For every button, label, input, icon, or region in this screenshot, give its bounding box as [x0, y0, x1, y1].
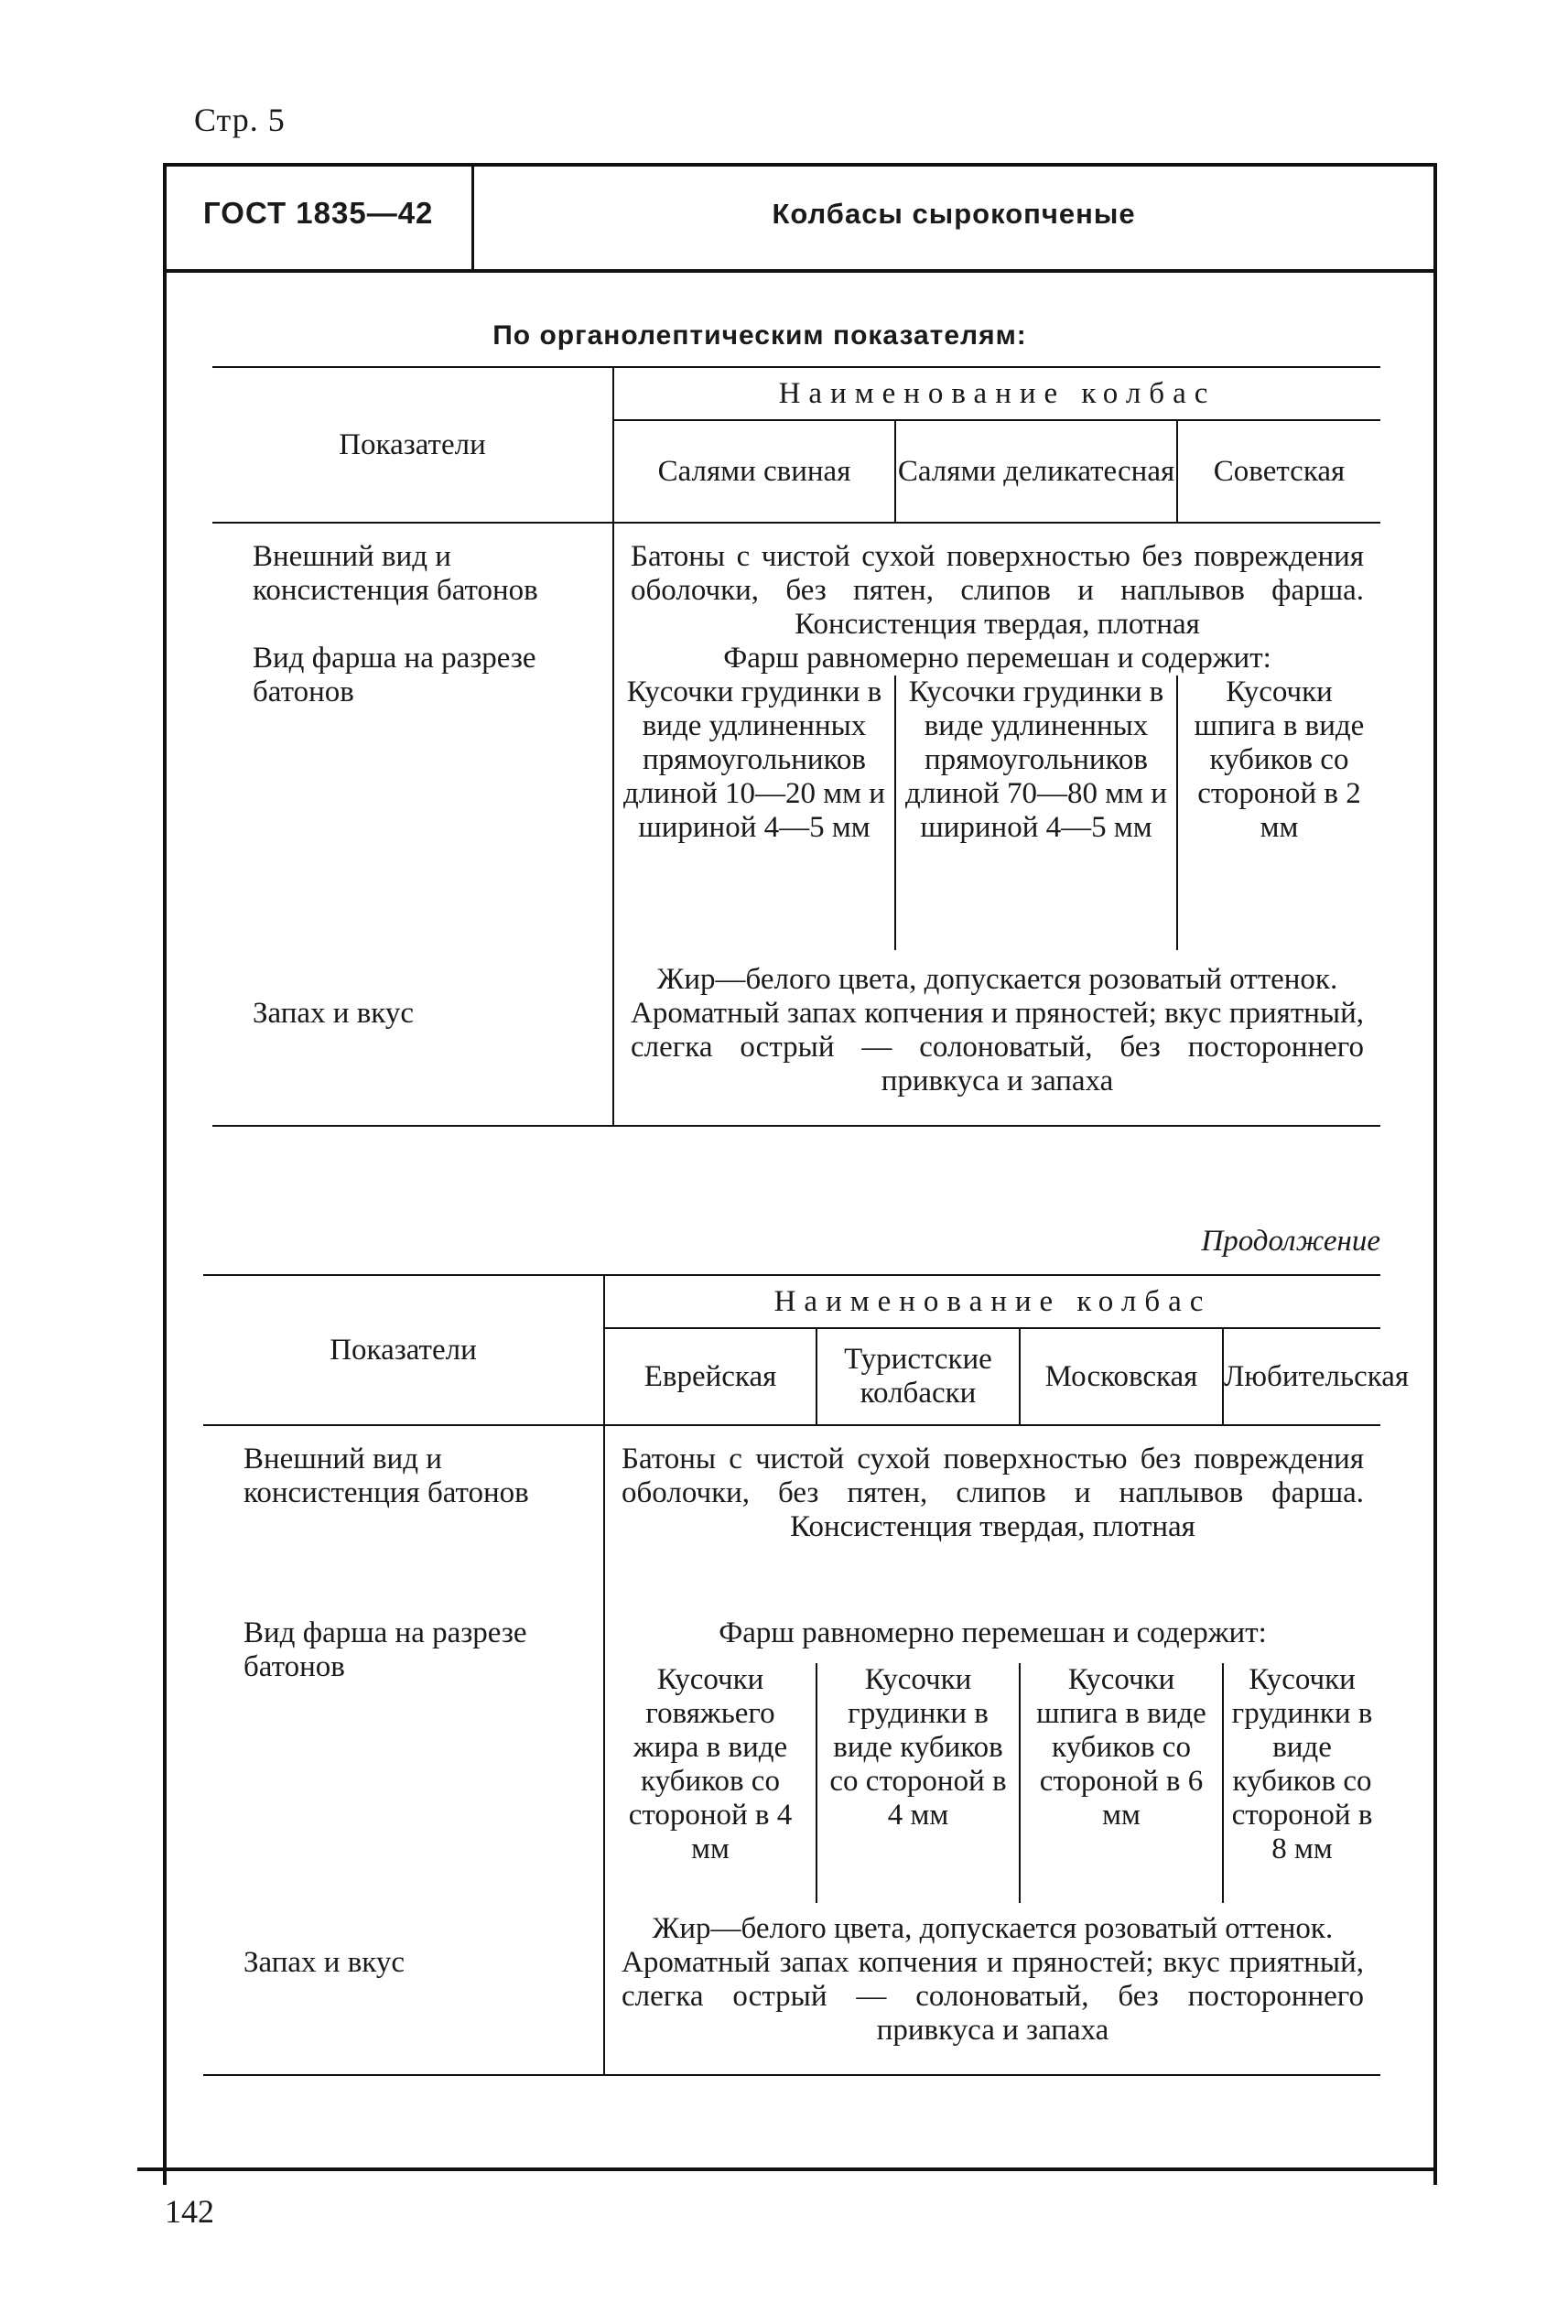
row-label-cut: Вид фарша на разрезе батонов	[212, 642, 613, 950]
column-header: Салями свиная	[613, 420, 895, 523]
column-header: Советская	[1177, 420, 1380, 523]
frame-right-rule	[1433, 167, 1437, 2185]
gost-number: ГОСТ 1835—42	[203, 196, 434, 230]
column-header-indicators: Показатели	[203, 1275, 604, 1425]
continued-label: Продолжение	[1201, 1225, 1380, 1258]
row-label-smell: Запах и вкус	[203, 1946, 604, 2075]
smell-text: Ароматный запах копчения и пряностей; вкус приятный, слегка острый — солоноватый, без постороннего привкуса и запаха	[613, 997, 1380, 1126]
cut-intro: Фарш равномерно перемешан и содержит:	[719, 1616, 1267, 1649]
frame-top-rule	[163, 163, 1437, 167]
column-header: Туристские колбаски	[816, 1328, 1020, 1425]
row-label-cut: Вид фарша на разрезе батонов	[203, 1616, 604, 1903]
row-label-appearance: Внешний вид и консистенция батонов	[203, 1443, 604, 1616]
column-header: Любительская	[1223, 1328, 1380, 1425]
page-label: Стр. 5	[194, 102, 286, 138]
header-bottom-rule	[163, 269, 1437, 273]
cut-cell: Кусочки шпига в виде кубиков со стороной в 6 мм	[1020, 1663, 1223, 1903]
column-header: Московская	[1020, 1328, 1223, 1425]
document-title: Колбасы сырокопченые	[772, 198, 1136, 230]
column-header: Салями деликатесная	[895, 420, 1177, 523]
cut-cell: Кусочки грудинки в виде удлиненных прямоугольников длиной 10—20 мм и шириной 4—5 мм	[613, 676, 895, 950]
fat-text: Жир—белого цвета, допускается розоватый оттенок.	[652, 1912, 1334, 1945]
smell-text: Ароматный запах копчения и пряностей; вкус приятный, слегка острый — солоноватый, без постороннего привкуса и запаха	[604, 1946, 1380, 2075]
cut-cell: Кусочки грудинки в виде кубиков со стороной в 4 мм	[816, 1663, 1020, 1903]
appearance-text: Батоны с чистой сухой поверхностью без повреждения оболочки, без пятен, слипов и наплывов фарша. Консистенция твердая, плотная	[631, 540, 1364, 641]
column-header-indicators: Показатели	[212, 367, 613, 523]
cut-cell: Кусочки грудинки в виде удлиненных прямоугольников длиной 70—80 мм и шириной 4—5 мм	[895, 676, 1177, 950]
section-intro: По органолептическим показателям:	[492, 320, 1027, 351]
cut-intro: Фарш равномерно перемешан и содержит:	[723, 642, 1271, 675]
cut-cell: Кусочки шпига в виде кубиков со стороной в 2 мм	[1194, 676, 1365, 844]
group-header: Наименование колбас	[604, 1275, 1380, 1328]
row-label-appearance: Внешний вид и консистенция батонов	[212, 540, 613, 642]
appearance-text: Батоны с чистой сухой поверхностью без повреждения оболочки, без пятен, слипов и наплывов фарша. Консистенция твердая, плотная	[622, 1443, 1365, 1543]
page-number: 142	[165, 2193, 214, 2230]
cut-cell: Кусочки грудинки в виде кубиков со стороной в 8 мм	[1231, 1663, 1373, 1865]
fat-text: Жир—белого цвета, допускается розоватый оттенок.	[656, 963, 1338, 996]
cut-cell: Кусочки говяжьего жира в виде кубиков со стороной в 4 мм	[604, 1663, 816, 1903]
frame-left-rule	[163, 167, 167, 2185]
row-label-smell: Запах и вкус	[212, 997, 613, 1126]
table-sausages-1	[212, 366, 1380, 1127]
column-header: Еврейская	[604, 1328, 816, 1425]
table-sausages-2	[203, 1274, 1410, 2076]
frame-bottom-rule	[137, 2167, 1437, 2171]
group-header: Наименование колбас	[613, 367, 1380, 420]
